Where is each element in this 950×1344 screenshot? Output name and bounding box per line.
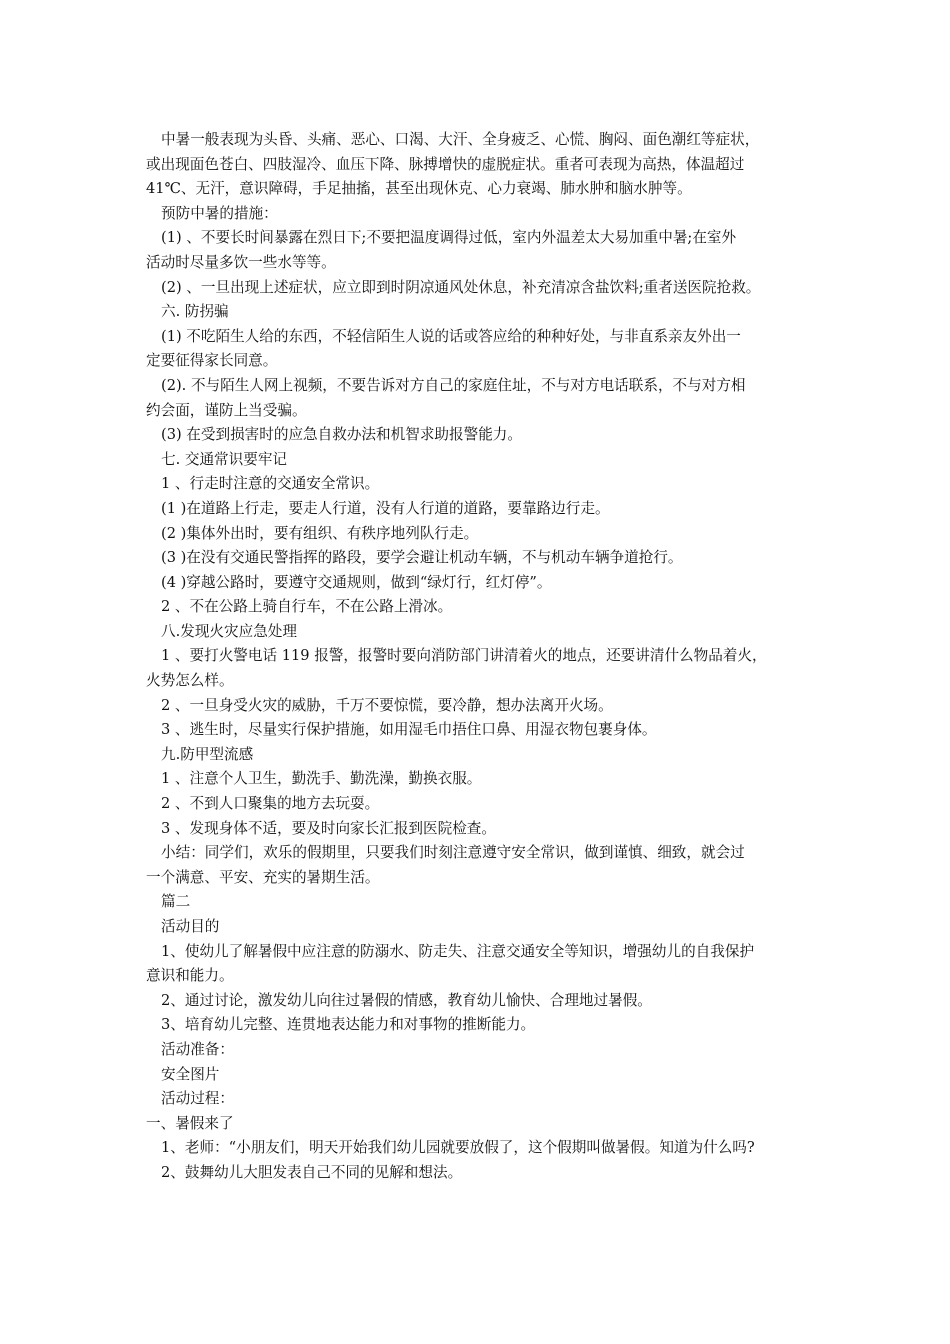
text-line: (3 )在没有交通民警指挥的路段，要学会避让机动车辆，不与机动车辆争道抢行。 — [161, 549, 683, 567]
section-heading: 六. 防拐骗 — [161, 303, 229, 321]
section-heading: 七. 交通常识要牢记 — [161, 450, 288, 468]
text-line: (2). 不与陌生人网上视频，不要告诉对方自己的家庭住址，不与对方电话联系，不与对方相 — [161, 376, 746, 394]
text-line: 活动时尽量多饮一些水等等。 — [146, 253, 336, 271]
text-line: (2) 、一旦出现上述症状，应立即到时阴凉通风处休息，补充清凉含盐饮料;重者送医院抢救。 — [161, 278, 761, 296]
text-line: 活动准备： — [161, 1040, 234, 1058]
section-heading: 八.发现火灾应急处理 — [161, 622, 297, 640]
document-page — [146, 128, 818, 1186]
text-line: 中暑一般表现为头昏、头痛、恶心、口渴、大汗、全身疲乏、心慌、胸闷、面色潮红等症状， — [161, 131, 760, 148]
text-line: 2 、不到人口聚集的地方去玩耍。 — [161, 795, 380, 813]
text-line: 安全图片 — [161, 1065, 220, 1083]
section-heading: 篇二 — [161, 893, 191, 911]
text-line: (4 )穿越公路时，要遵守交通规则，做到“绿灯行，红灯停”。 — [161, 573, 552, 591]
text-line: 1 、要打火警电话 119 报警，报警时要向消防部门讲清着火的地点，还要讲清什么物品着火， — [161, 647, 767, 665]
text-line: 约会面，谨防上当受骗。 — [146, 401, 307, 419]
text-line: 2 、不在公路上骑自行车，不在公路上滑冰。 — [161, 598, 453, 616]
text-line: 3 、发现身体不适，要及时向家长汇报到医院检查。 — [161, 819, 496, 837]
text-line: (2 )集体外出时，要有组织、有秩序地列队行走。 — [161, 524, 479, 542]
section-heading: 九.防甲型流感 — [161, 745, 254, 763]
text-line: 意识和能力。 — [146, 967, 234, 985]
text-line: 1 、注意个人卫生，勤洗手、勤洗澡，勤换衣服。 — [161, 770, 482, 788]
text-line: 2、通过讨论，激发幼儿向往过暑假的情感，教育幼儿愉快、合理地过暑假。 — [161, 991, 652, 1009]
text-line: (1 )在道路上行走，要走人行道，没有人行道的道路，要靠路边行走。 — [161, 499, 610, 517]
text-line: 3 、逃生时，尽量实行保护措施，如用湿毛巾捂住口鼻、用湿衣物包裹身体。 — [161, 721, 657, 739]
text-line: 小结：同学们，欢乐的假期里，只要我们时刻注意遵守安全常识，做到谨慎、细致，就会过 — [161, 844, 745, 862]
text-line: (1) 不吃陌生人给的东西，不轻信陌生人说的话或答应给的种种好处，与非直系亲友外出一 — [161, 327, 741, 345]
text-line: 1 、行走时注意的交通安全常识。 — [161, 475, 380, 493]
text-line: 3、培育幼儿完整、连贯地表达能力和对事物的推断能力。 — [161, 1016, 536, 1034]
section-heading: 活动目的 — [161, 918, 220, 935]
text-line: 2、鼓舞幼儿大胆发表自己不同的见解和想法。 — [161, 1163, 463, 1181]
text-line: 活动过程： — [161, 1090, 234, 1108]
text-line: (1) 、不要长时间暴露在烈日下;不要把温度调得过低，室内外温差太大易加重中暑;在室外 — [161, 229, 737, 247]
text-line: 火势怎么样。 — [146, 672, 234, 690]
text-line: 预防中暑的措施： — [161, 204, 278, 222]
text-line: 1、使幼儿了解暑假中应注意的防溺水、防走失、注意交通安全等知识，增强幼儿的自我保护 — [161, 942, 755, 960]
text-line: (3) 在受到损害时的应急自救办法和机智求助报警能力。 — [161, 426, 522, 444]
text-line: 1、老师：“小朋友们，明天开始我们幼儿园就要放假了，这个假期叫做暑假。知道为什么吗? — [161, 1139, 755, 1157]
text-line: 一个满意、平安、充实的暑期生活。 — [146, 868, 380, 886]
text-line: 定要征得家长同意。 — [146, 352, 278, 370]
text-line: 41℃、无汗，意识障碍，手足抽搐，甚至出现休克、心力衰竭、肺水肿和脑水肿等。 — [146, 180, 692, 198]
text-line: 2 、一旦身受火灾的威胁，千万不要惊慌，要冷静，想办法离开火场。 — [161, 696, 613, 714]
text-line: 或出现面色苍白、四肢湿冷、血压下降、脉搏增快的虚脱症状。重者可表现为高热，体温超过 — [146, 155, 745, 173]
section-heading: 一、暑假来了 — [146, 1114, 234, 1132]
